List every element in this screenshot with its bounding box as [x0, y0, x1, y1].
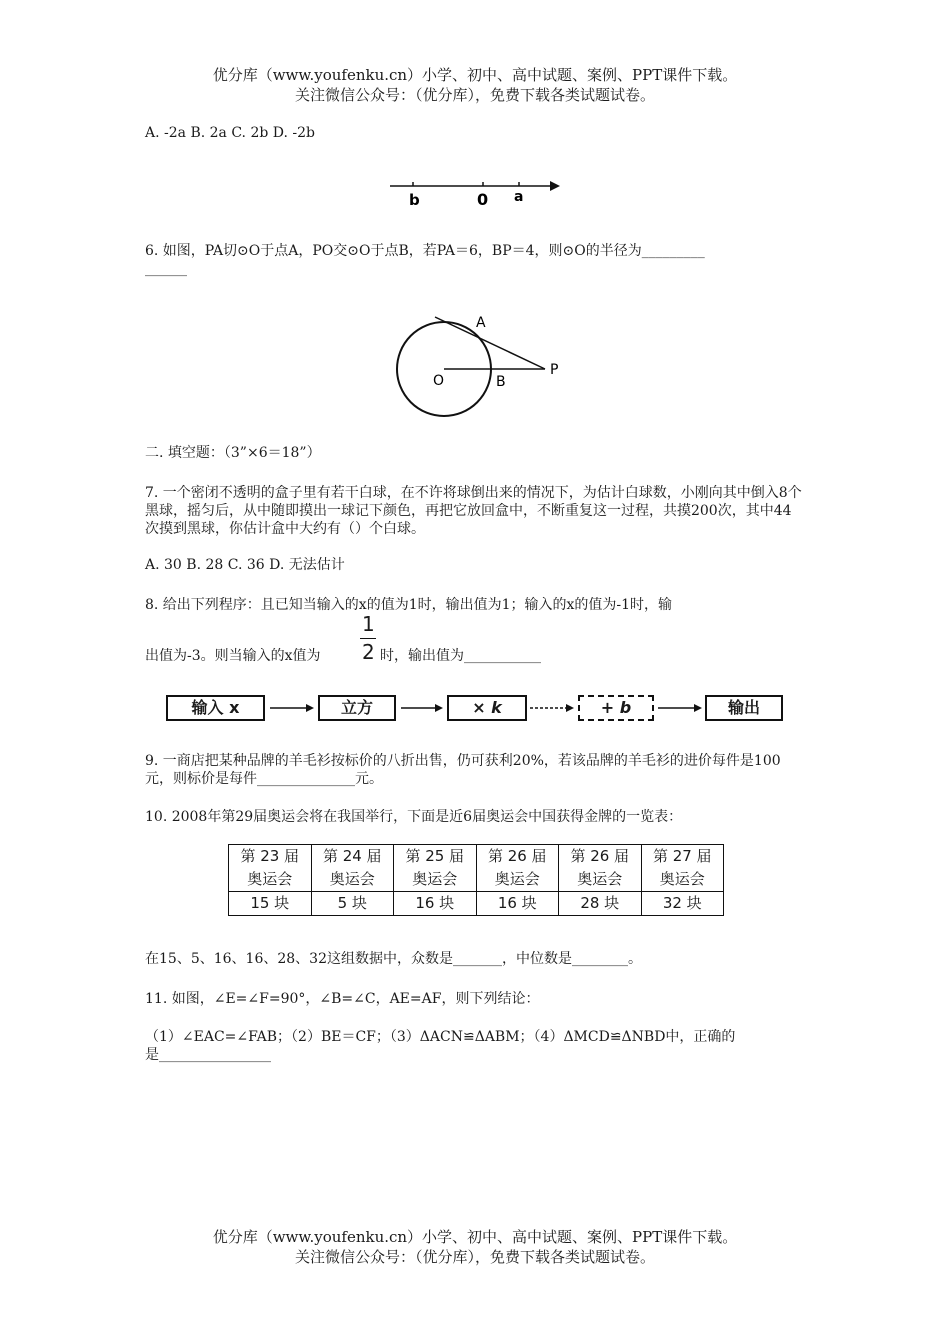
q6-tail: ______	[145, 261, 187, 277]
label-O: O	[433, 373, 445, 389]
table-header-row	[229, 845, 724, 892]
section-2-title: 二. 填空题：（3”×6＝18”）	[145, 445, 321, 461]
header-cell: 第 26 届 奥运会	[559, 845, 642, 892]
q5-options: A. -2a B. 2a C. 2b D. -2b	[145, 125, 315, 141]
flow-input-box: 输入 x	[166, 695, 265, 721]
medal-cell: 28 块	[559, 892, 642, 916]
medal-table	[228, 844, 724, 916]
q8-line2-pre: 出值为-3。则当输入的x值为	[145, 648, 321, 664]
label-b: b	[409, 191, 420, 209]
header-cell: 第 24 届 奥运会	[311, 845, 394, 892]
flow-arrow-4	[656, 700, 706, 716]
label-zero: 0	[477, 190, 489, 209]
q8-line2-post: 时，输出值为___________	[380, 648, 541, 664]
header-cell: 第 27 届 奥运会	[641, 845, 724, 892]
q10-followup: 在15、5、16、16、28、32这组数据中，众数是_______，中位数是________。	[145, 951, 642, 967]
flow-add-b-box: + b	[578, 695, 654, 721]
header-line-1: 优分库（www.youfenku.cn）小学、初中、高中试题、案例、PPT课件下载。	[212, 66, 738, 84]
label-a: a	[514, 189, 524, 205]
header-cell: 第 25 届 奥运会	[394, 845, 477, 892]
q11-text: 11. 如图，∠E=∠F=90°，∠B=∠C，AE=AF，则下列结论：	[145, 991, 540, 1007]
flow-arrow-3	[528, 700, 578, 716]
flow-multiply-k-box: × k	[447, 695, 527, 721]
footer-line-2: 关注微信公众号：（优分库），免费下载各类试题试卷。	[294, 1248, 655, 1266]
medal-cell: 5 块	[311, 892, 394, 916]
footer-line-1: 优分库（www.youfenku.cn）小学、初中、高中试题、案例、PPT课件下载。	[212, 1228, 738, 1246]
number-line-arrow	[550, 181, 560, 191]
q7-text: 7. 一个密闭不透明的盒子里有若干白球，在不许将球倒出来的情况下，为估计白球数，小刚向其中倒入8个黑球，摇匀后，从中随即摸出一球记下颜色，再把它放回盒中，不断重复这一过程，共摸200次，其中44次摸到黑球，你估计盒中大约有（）个白球。	[145, 485, 802, 537]
fraction-numerator: 1	[362, 612, 375, 636]
label-P: P	[550, 362, 559, 378]
q11-tail: 是________________	[145, 1047, 271, 1063]
q6-text: 6. 如图，PA切⊙O于点A，PO交⊙O于点B，若PA＝6，BP＝4，则⊙O的半径为_________	[145, 243, 705, 259]
medal-cell: 16 块	[394, 892, 477, 916]
tangent-circle-figure	[390, 305, 580, 430]
flow-output-box: 输出	[705, 695, 783, 721]
flow-arrow-2	[399, 700, 447, 716]
header-cell: 第 23 届 奥运会	[229, 845, 312, 892]
q11-conclusions: （1）∠EAC=∠FAB；（2）BE＝CF；（3）ΔACN≌ΔABM；（4）ΔMCD≌ΔNBD中，正确的	[145, 1029, 736, 1045]
flow-arrow-1	[268, 700, 318, 716]
q8-line1: 8. 给出下列程序：且已知当输入的x的值为1时，输出值为1；输入的x的值为-1时，输	[145, 597, 673, 613]
medal-cell: 15 块	[229, 892, 312, 916]
fraction-denominator: 2	[362, 640, 375, 664]
label-B: B	[496, 374, 506, 390]
header-cell: 第 26 届 奥运会	[476, 845, 559, 892]
flow-cube-box: 立方	[318, 695, 396, 721]
q10-text: 10. 2008年第29届奥运会将在我国举行，下面是近6届奥运会中国获得金牌的一览表：	[145, 809, 683, 825]
fraction-bar	[360, 638, 376, 639]
label-A: A	[476, 315, 486, 331]
number-line-figure	[380, 170, 580, 210]
medal-cell: 16 块	[476, 892, 559, 916]
table-row	[229, 892, 724, 916]
header-line-2: 关注微信公众号：（优分库），免费下载各类试题试卷。	[294, 86, 655, 104]
q7-options: A. 30 B. 28 C. 36 D. 无法估计	[145, 557, 345, 573]
q9-text: 9. 一商店把某种品牌的羊毛衫按标价的八折出售，仍可获利20%，若该品牌的羊毛衫的进价每件是100元，则标价是每件______________元。	[145, 753, 781, 787]
medal-cell: 32 块	[641, 892, 724, 916]
